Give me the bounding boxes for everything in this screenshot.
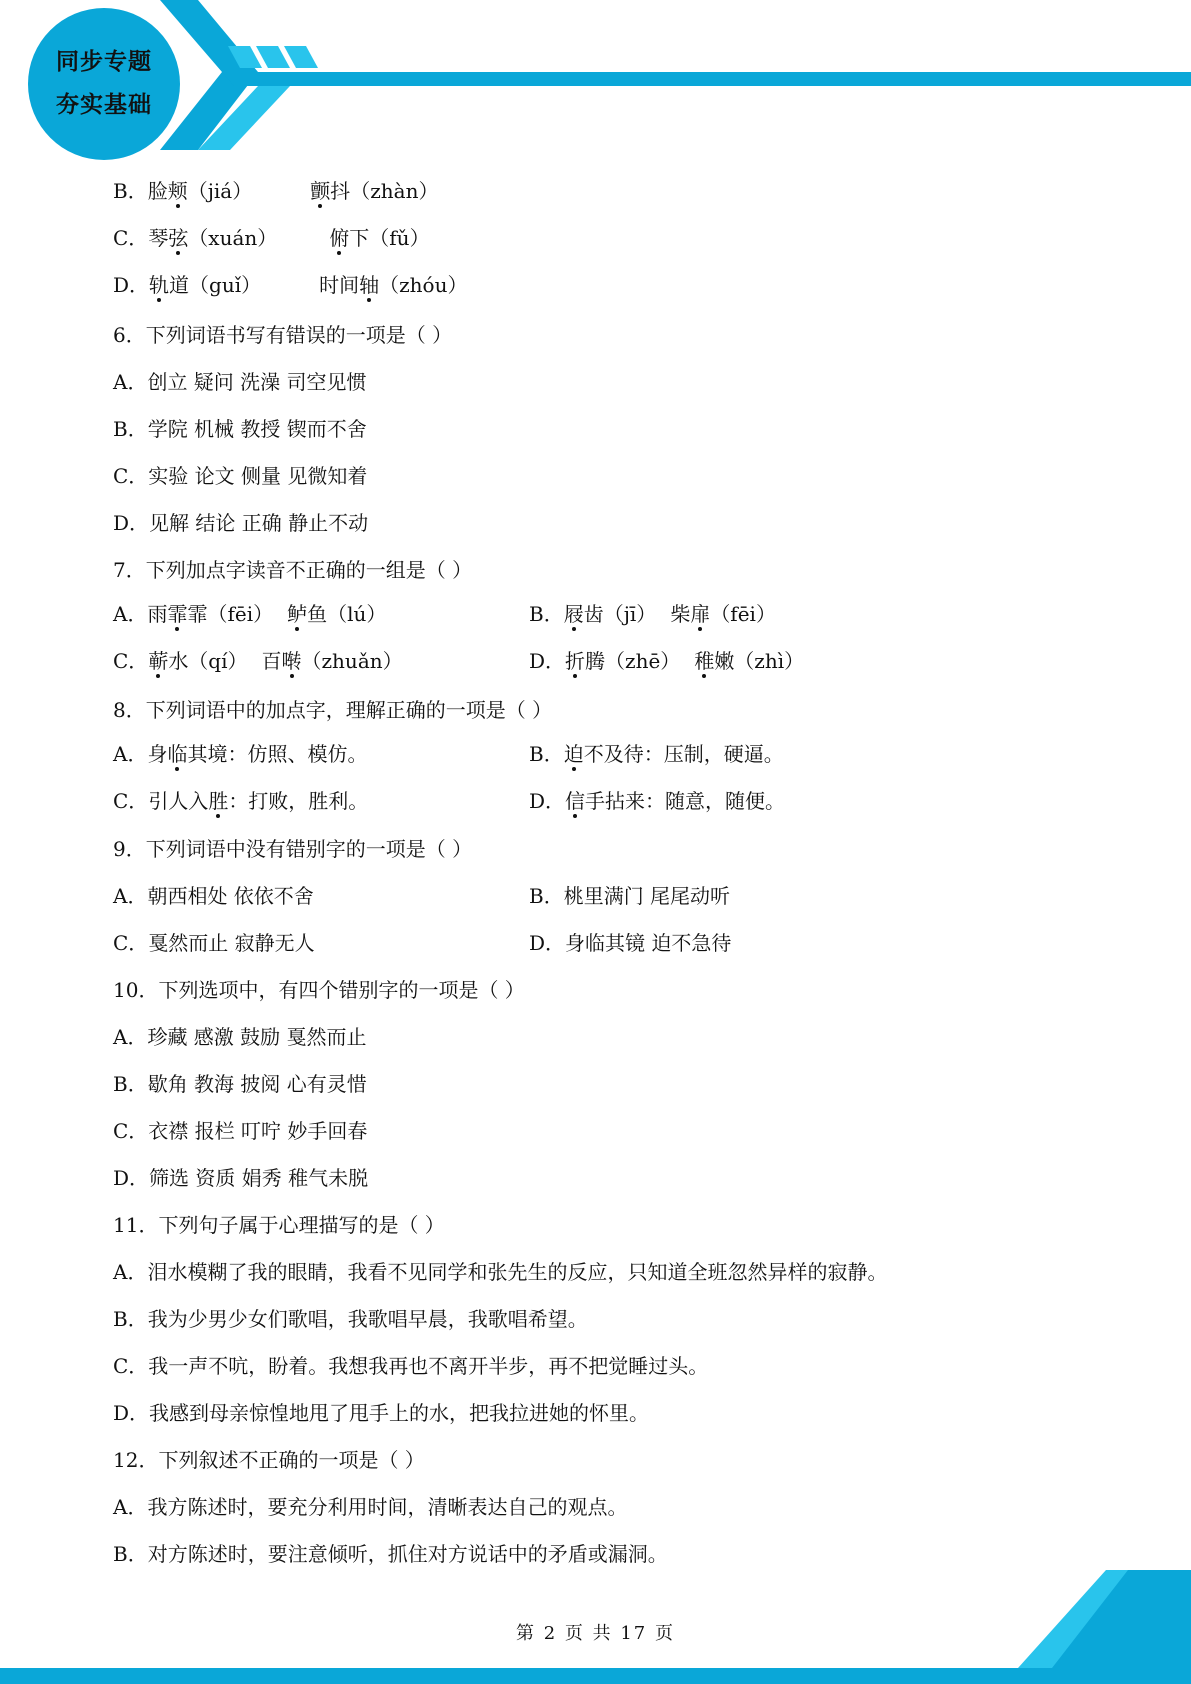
q7-option-c: C．蕲水（qí） 百啭（zhuǎn） [113, 649, 403, 673]
q6-option-c: C．实验 论文 侧量 见微知着 [113, 464, 368, 488]
q10-option-a: A．珍藏 感激 鼓励 戛然而止 [113, 1025, 367, 1049]
q7-option-d: D．折腾（zhē） 稚嫩（zhì） [529, 649, 805, 673]
q8-option-d: D．信手拈来：随意，随便。 [529, 789, 786, 813]
header-badge [28, 8, 180, 160]
q6-stem: 6．下列词语书写有错误的一项是（ ） [113, 323, 453, 347]
q9-stem: 9．下列词语中没有错别字的一项是（ ） [113, 837, 473, 861]
q7-stem: 7．下列加点字读音不正确的一组是（ ） [113, 558, 473, 582]
q7-option-a: A．雨霏霏（fēi） 鲈鱼（lú） [113, 602, 387, 626]
q8-option-b: B．迫不及待：压制，硬逼。 [529, 742, 784, 766]
q12-option-a: A．我方陈述时，要充分利用时间，清晰表达自己的观点。 [113, 1495, 628, 1519]
page-number: 第 2 页 共 17 页 [516, 1623, 675, 1644]
q9-option-b: B．桃里满门 尾尾动听 [529, 884, 731, 908]
q10-option-b: B．歇角 教海 披阅 心有灵惜 [113, 1072, 367, 1096]
q5-option-d: D．轨道（guǐ） 时间轴（zhóu） [113, 273, 468, 297]
q12-stem: 12．下列叙述不正确的一项是（ ） [113, 1448, 425, 1472]
q9-option-a: A．朝西相处 依依不舍 [113, 884, 314, 908]
q5-option-c: C．琴弦（xuán） 俯下（fǔ） [113, 226, 430, 250]
q12-option-b: B．对方陈述时，要注意倾听，抓住对方说话中的矛盾或漏洞。 [113, 1542, 668, 1566]
q10-stem: 10．下列选项中，有四个错别字的一项是（ ） [113, 978, 525, 1002]
q8-stem: 8．下列词语中的加点字，理解正确的一项是（ ） [113, 698, 553, 722]
q11-option-a: A．泪水模糊了我的眼睛，我看不见同学和张先生的反应，只知道全班忽然异样的寂静。 [113, 1260, 888, 1284]
q10-option-c: C．衣襟 报栏 叮咛 妙手回春 [113, 1119, 368, 1143]
q8-option-a: A．身临其境：仿照、模仿。 [113, 742, 368, 766]
q7-option-b: B．屐齿（jī） 柴扉（fēi） [529, 602, 776, 626]
q6-option-a: A．创立 疑问 洗澡 司空见惯 [113, 370, 367, 394]
q10-option-d: D．筛选 资质 娟秀 稚气未脱 [113, 1166, 369, 1190]
badge-line-1: 同步专题 [56, 49, 152, 75]
q6-option-d: D．见解 结论 正确 静止不动 [113, 511, 369, 535]
q11-stem: 11．下列句子属于心理描写的是（ ） [113, 1213, 445, 1237]
q11-option-b: B．我为少男少女们歌唱，我歌唱早晨，我歌唱希望。 [113, 1307, 588, 1331]
q6-option-b: B．学院 机械 教授 锲而不舍 [113, 417, 367, 441]
q11-option-c: C．我一声不吭，盼着。我想我再也不离开半步，再不把觉睡过头。 [113, 1354, 709, 1378]
q11-option-d: D．我感到母亲惊惶地甩了甩手上的水，把我拉进她的怀里。 [113, 1401, 650, 1425]
badge-line-2: 夯实基础 [56, 92, 152, 118]
q5-option-b: B．脸颊（jiá） 颤抖（zhàn） [113, 179, 439, 203]
q9-option-c: C．戛然而止 寂静无人 [113, 931, 315, 955]
q9-option-d: D．身临其镜 迫不急待 [529, 931, 732, 955]
q8-option-c: C．引人入胜：打败，胜利。 [113, 789, 369, 813]
